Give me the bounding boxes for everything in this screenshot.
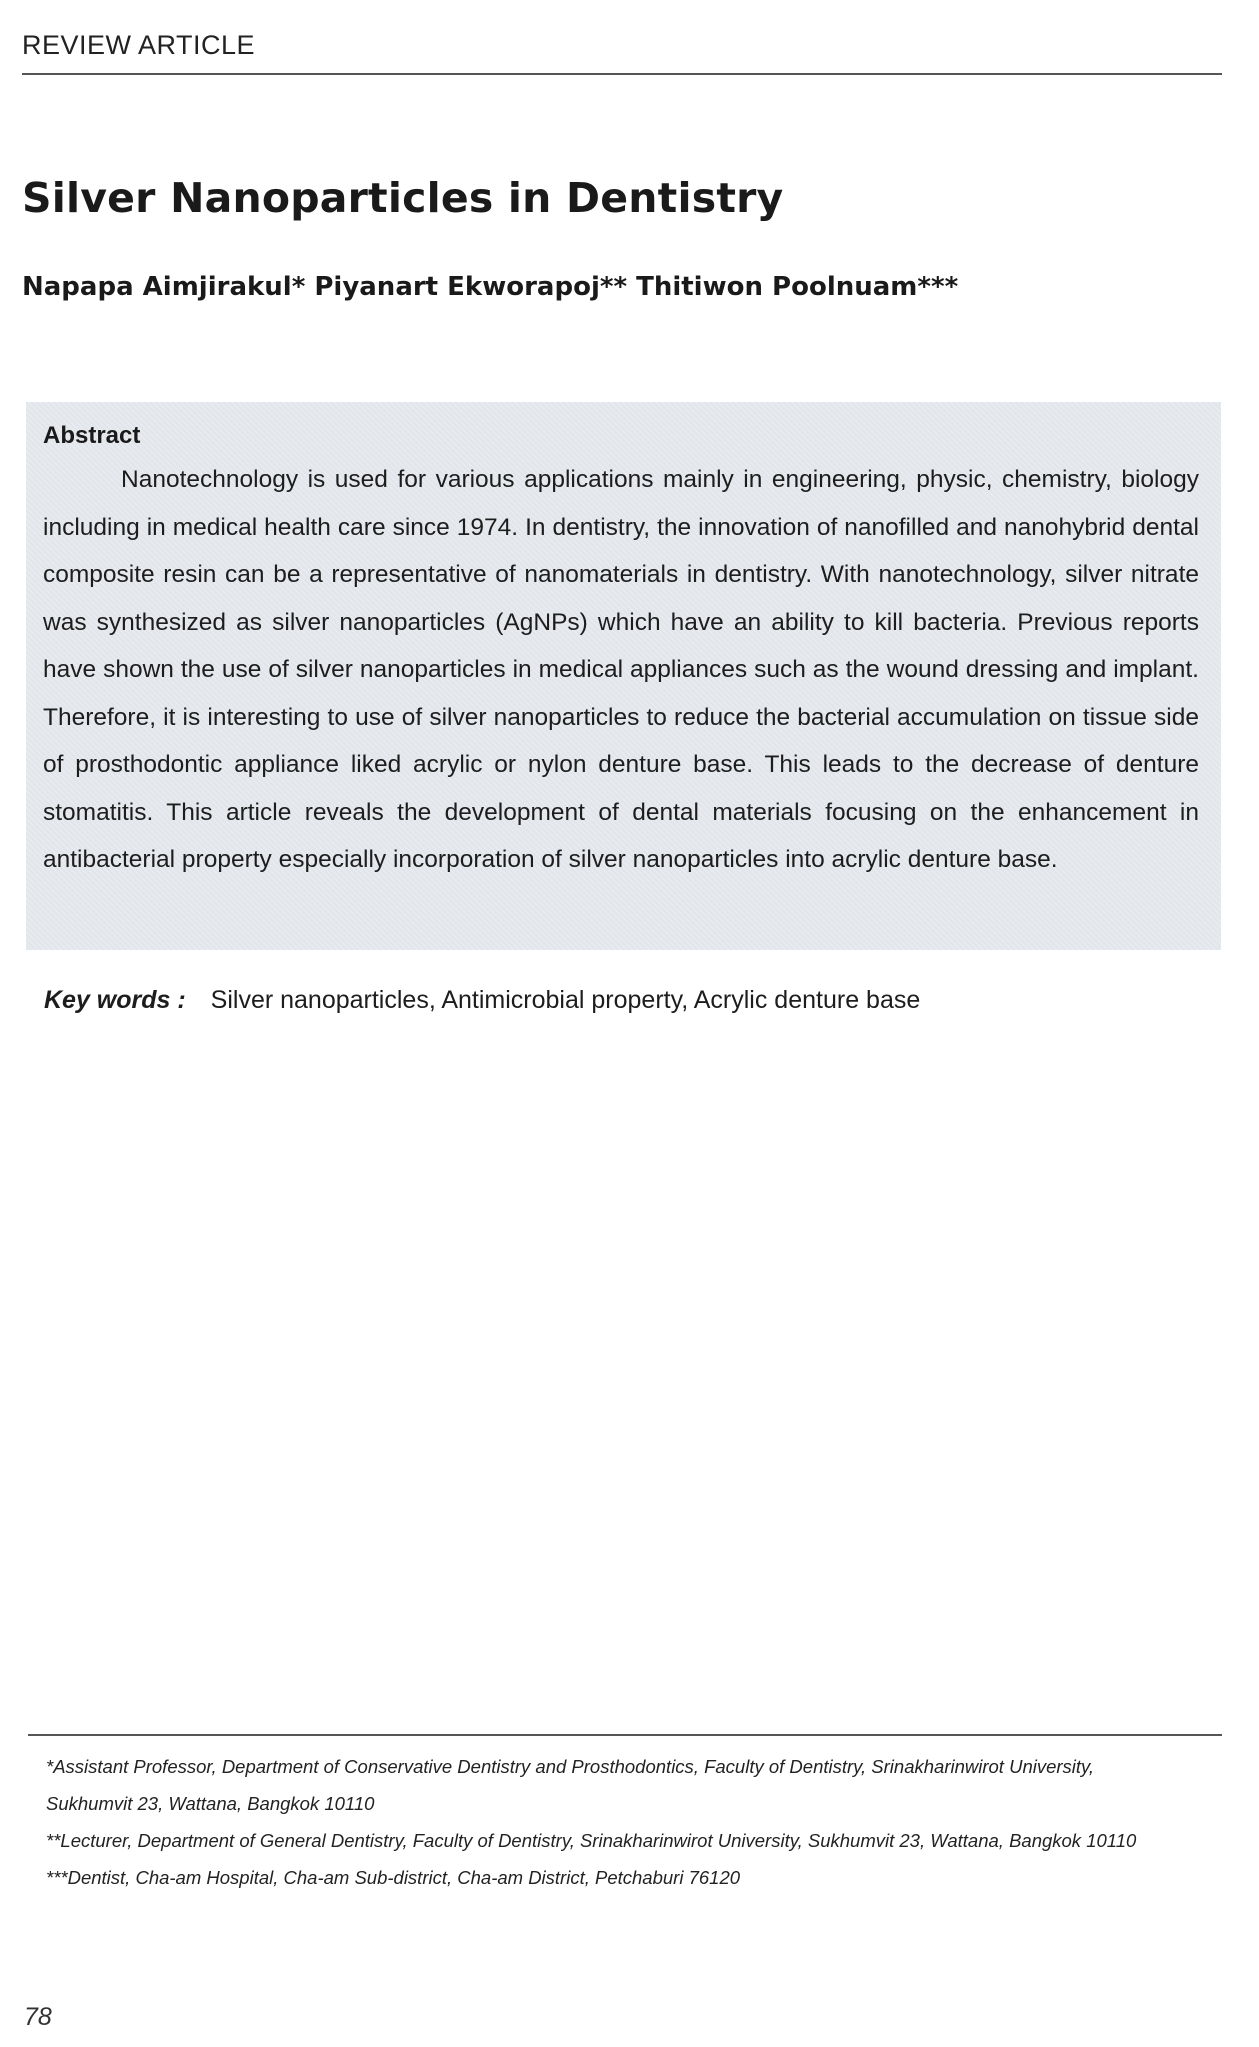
header-divider [22,73,1222,75]
abstract-box [26,402,1221,950]
abstract-text: Nanotechnology is used for various applications mainly in engineering, physic, chemistry, biology including in medical health care since 1974. In dentistry, the innovation of nanofilled and nanohybrid dental composite resin can be a representative of nanomaterials in dentistry. With nanotechnology, silver nitrate was synthesized as silver nanoparticles (AgNPs) which have an ability to kill bacteria. Previous reports have shown the use of silver nanoparticles in medical appliances such as the wound dressing and implant. Therefore, it is interesting to use of silver nanoparticles to reduce the bacterial accumulation on tissue side of prosthodontic appliance liked acrylic or nylon denture base. This leads to the decrease of denture stomatitis. This article reveals the development of dental materials focusing on the enhancement in antibacterial property especially incorporation of silver nanoparticles into acrylic denture base. [43,466,1199,873]
footnote-divider [28,1734,1222,1736]
section-label: REVIEW ARTICLE [22,30,256,60]
abstract-heading: Abstract [43,422,141,449]
footnote-1: *Assistant Professor, Department of Conservative Dentistry and Prosthodontics, Faculty of Dentistry, Srinakharinwirot University, Sukhumvit 23, Wattana, Bangkok 10110 [46,1756,1095,1814]
keywords-line [44,986,920,1015]
footnotes [46,1748,1176,1896]
keywords-label: Key words : [44,986,186,1014]
author-list: Napapa Aimjirakul* Piyanart Ekworapoj** Thitiwon Poolnuam*** [22,272,959,302]
footnote-2: **Lecturer, Department of General Dentistry, Faculty of Dentistry, Srinakharinwirot University, Sukhumvit 23, Wattana, Bangkok 10110 [46,1830,1137,1851]
page-number: 78 [24,2003,52,2031]
article-title: Silver Nanoparticles in Dentistry [22,174,784,222]
keywords-value: Silver nanoparticles, Antimicrobial property, Acrylic denture base [210,986,921,1014]
footnote-3: ***Dentist, Cha-am Hospital, Cha-am Sub-district, Cha-am District, Petchaburi 76120 [46,1867,741,1888]
